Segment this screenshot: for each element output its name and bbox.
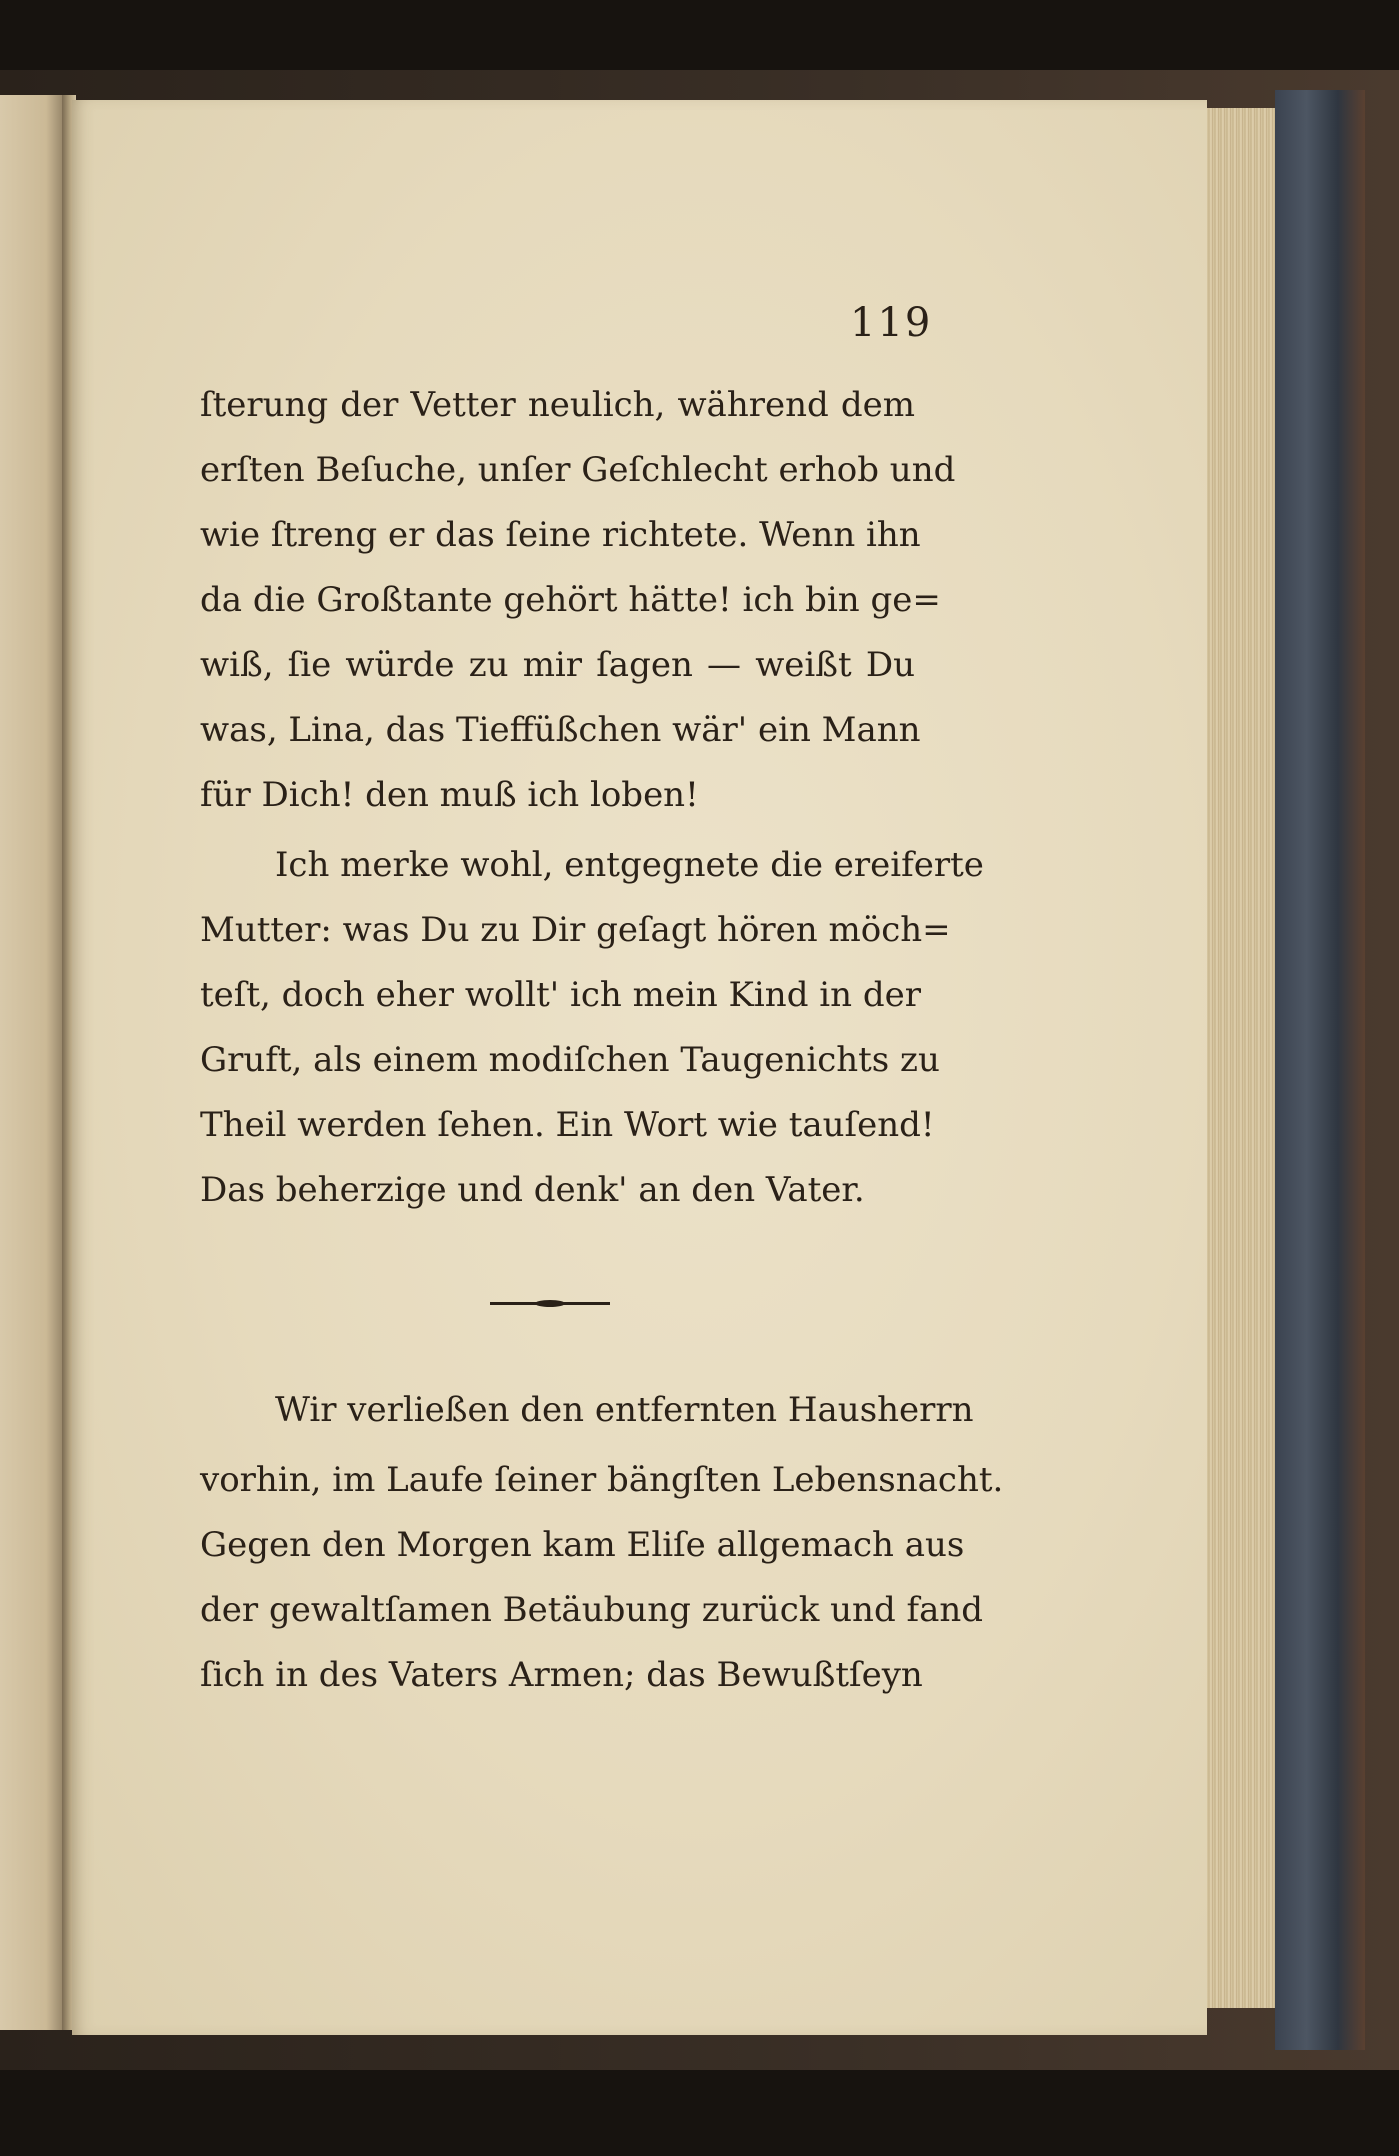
text-line: vorhin, im Laufe ſeiner bängſten Lebensnacht. [200, 1460, 1004, 1500]
text-line: ſich in des Vaters Armen; das Bewußtſeyn [200, 1655, 923, 1695]
book-spine [1275, 90, 1365, 2050]
text-line: Das beherzige und denk' an den Vater. [200, 1170, 865, 1210]
text-line: Mutter: was Du zu Dir geſagt hören möch= [200, 910, 951, 950]
text-line: was, Lina, das Tieffüßchen wär' ein Mann [200, 710, 921, 750]
text-line: Theil werden ſehen. Ein Wort wie tauſend! [200, 1105, 935, 1145]
text-line: Gruft, als einem modiſchen Taugenichts zu [200, 1040, 940, 1080]
left-page-edge [0, 95, 66, 2030]
section-divider [490, 1302, 610, 1305]
text-line: da die Großtante gehört hätte! ich bin ge= [200, 580, 941, 620]
text-line: Gegen den Morgen kam Eliſe allgemach aus [200, 1525, 965, 1565]
text-line: Wir verließen den entfernten Hausherrn [275, 1390, 974, 1430]
page-number: 119 [850, 300, 933, 346]
text-line: teſt, doch eher wollt' ich mein Kind in der [200, 975, 921, 1015]
text-line: für Dich! den muß ich loben! [200, 775, 699, 815]
text-line: Ich merke wohl, entgegnete die ereiferte [275, 845, 984, 885]
text-line: erſten Beſuche, unſer Geſchlecht erhob und [200, 450, 956, 490]
text-line: der gewaltſamen Betäubung zurück und fand [200, 1590, 984, 1630]
page-edges [1207, 108, 1275, 2008]
text-line: wie ſtreng er das ſeine richtete. Wenn ihn [200, 515, 921, 555]
text-line: ſterung der Vetter neulich, während dem [200, 385, 915, 425]
text-line: wiß, ſie würde zu mir ſagen — weißt Du [200, 645, 915, 685]
